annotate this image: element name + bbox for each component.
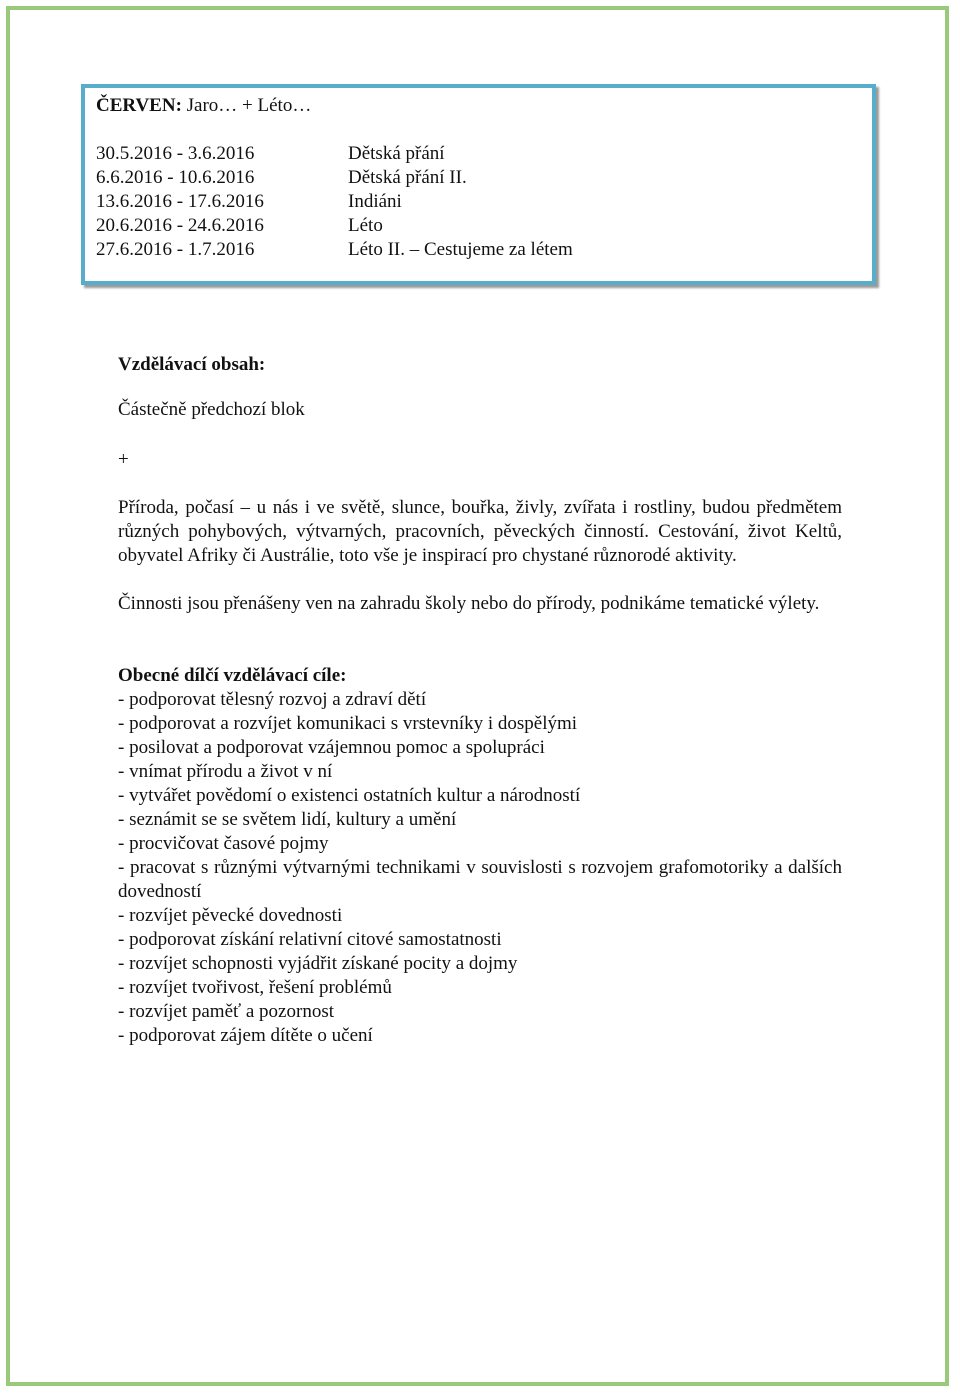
education-paragraph: Příroda, počasí – u nás i ve světě, slunce, bouřka, živly, zvířata i rostliny, budou předmětem různých pohybových, výtvarných, pracovních, pěveckých činností. Cestování, život Keltů, obyvatel Afriky či Austrálie, toto vše je inspirací pro chystané různorodé aktivity. bbox=[118, 497, 842, 566]
goal-item: - pracovat s různými výtvarnými technikami v souvislosti s rozvojem grafomotoriky a dalších dovedností bbox=[118, 857, 842, 902]
goal-item: - seznámit se se světem lidí, kultury a umění bbox=[118, 809, 457, 830]
education-heading: Vzdělávací obsah: bbox=[118, 354, 266, 375]
week-theme: Léto II. – Cestujeme za létem bbox=[348, 239, 573, 260]
goal-item: - procvičovat časové pojmy bbox=[118, 833, 329, 854]
week-theme: Léto bbox=[348, 215, 383, 236]
week-dates: 30.5.2016 - 3.6.2016 bbox=[96, 143, 255, 164]
previous-block-text: Částečně předchozí blok bbox=[118, 399, 305, 420]
goal-item: - podporovat zájem dítěte o učení bbox=[118, 1025, 373, 1046]
goal-item: - rozvíjet paměť a pozornost bbox=[118, 1001, 334, 1022]
goal-item: - podporovat získání relativní citové samostatnosti bbox=[118, 929, 502, 950]
month-subtitle: Jaro… + Léto… bbox=[181, 95, 312, 116]
goal-item: - vnímat přírodu a život v ní bbox=[118, 761, 333, 782]
goal-item: - posilovat a podporovat vzájemnou pomoc a spolupráci bbox=[118, 737, 545, 758]
week-theme: Dětská přání II. bbox=[348, 167, 467, 188]
week-dates: 27.6.2016 - 1.7.2016 bbox=[96, 239, 255, 260]
plus-sign: + bbox=[118, 449, 129, 470]
goal-item: - vytvářet povědomí o existenci ostatních kultur a národností bbox=[118, 785, 581, 806]
goals-section bbox=[118, 664, 842, 1048]
month-label: ČERVEN: bbox=[96, 95, 182, 116]
week-theme: Dětská přání bbox=[348, 143, 445, 164]
goals-heading: Obecné dílčí vzdělávací cíle: bbox=[118, 665, 347, 686]
week-theme: Indiáni bbox=[348, 191, 402, 212]
week-dates: 20.6.2016 - 24.6.2016 bbox=[96, 215, 264, 236]
goal-item: - podporovat tělesný rozvoj a zdraví dětí bbox=[118, 689, 427, 710]
month-title bbox=[96, 92, 311, 120]
goal-item: - rozvíjet pěvecké dovednosti bbox=[118, 905, 343, 926]
goal-item: - podporovat a rozvíjet komunikaci s vrstevníky i dospělými bbox=[118, 713, 578, 734]
education-paragraph: Činnosti jsou přenášeny ven na zahradu školy nebo do přírody, podnikáme tematické výlety. bbox=[118, 593, 820, 614]
goal-item: - rozvíjet tvořivost, řešení problémů bbox=[118, 977, 392, 998]
week-dates: 6.6.2016 - 10.6.2016 bbox=[96, 167, 255, 188]
week-dates: 13.6.2016 - 17.6.2016 bbox=[96, 191, 264, 212]
goal-item: - rozvíjet schopnosti vyjádřit získané pocity a dojmy bbox=[118, 953, 518, 974]
